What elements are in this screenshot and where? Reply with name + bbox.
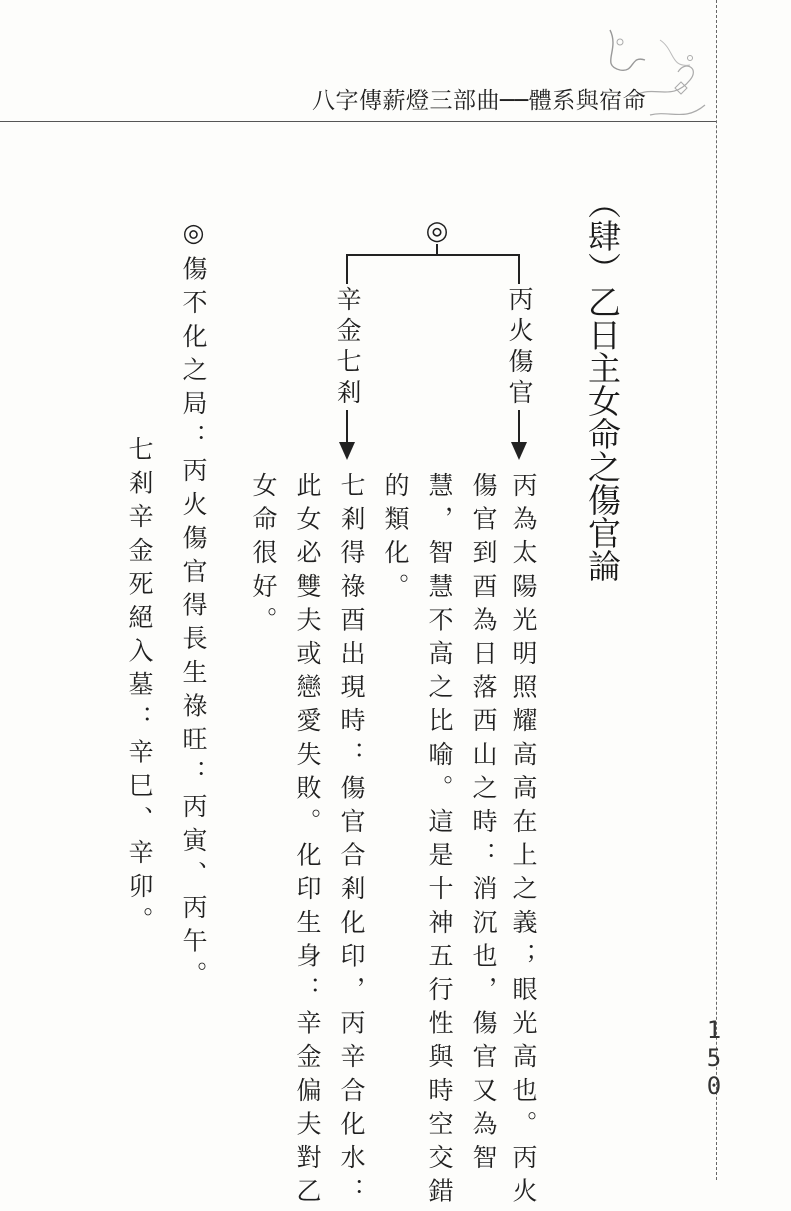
running-header-title: 八字傳薪燈三部曲──體系與宿命 (312, 88, 647, 114)
diagram-right-drop-line (346, 254, 348, 284)
right-branch-line-2: 此女必雙夫或戀愛失敗。化印生身：辛金偏夫對乙 (293, 472, 322, 1211)
diagram-branch-line (346, 254, 520, 256)
right-branch-line-1: 七剎得祿酉出現時：傷官合剎化印，丙辛合化水： (337, 472, 366, 1211)
note-line-2: 七剎辛金死絕入墓：辛巳、辛卯。 (125, 436, 154, 940)
left-branch-line-1: 丙為太陽光明照耀高高在上之義；眼光高也。丙火 (509, 472, 538, 1211)
left-branch-line-2: 傷官到酉為日落西山之時：消沉也，傷官又為智 (469, 472, 498, 1178)
diagram-left-drop-line (518, 254, 520, 284)
header-divider (0, 121, 716, 122)
right-arrow-shaft (346, 410, 348, 444)
right-branch-line-3: 女命很好。 (249, 472, 278, 640)
diagram-stem-line (436, 244, 438, 254)
left-branch-line-3: 慧，智慧不高之比喻。這是十神五行性與時空交錯 (425, 472, 454, 1211)
page-edge-dashed-line (716, 0, 717, 1180)
left-arrow-down-icon (511, 442, 527, 460)
diagram-top-marker: ◎ (425, 216, 449, 246)
section-title: ︵肆︶乙日主女命之傷官論 (583, 186, 622, 582)
right-arrow-down-icon (339, 442, 355, 460)
left-arrow-shaft (518, 410, 520, 444)
left-branch-label: 丙火傷官 (505, 286, 534, 410)
note-line-1: ◎傷不化之局：丙火傷官得長生祿旺：丙寅、丙午。 (179, 218, 208, 995)
right-branch-label: 辛金七剎 (333, 286, 362, 410)
left-branch-line-4: 的類化。 (381, 472, 410, 607)
page-number: 150 (700, 1016, 728, 1100)
